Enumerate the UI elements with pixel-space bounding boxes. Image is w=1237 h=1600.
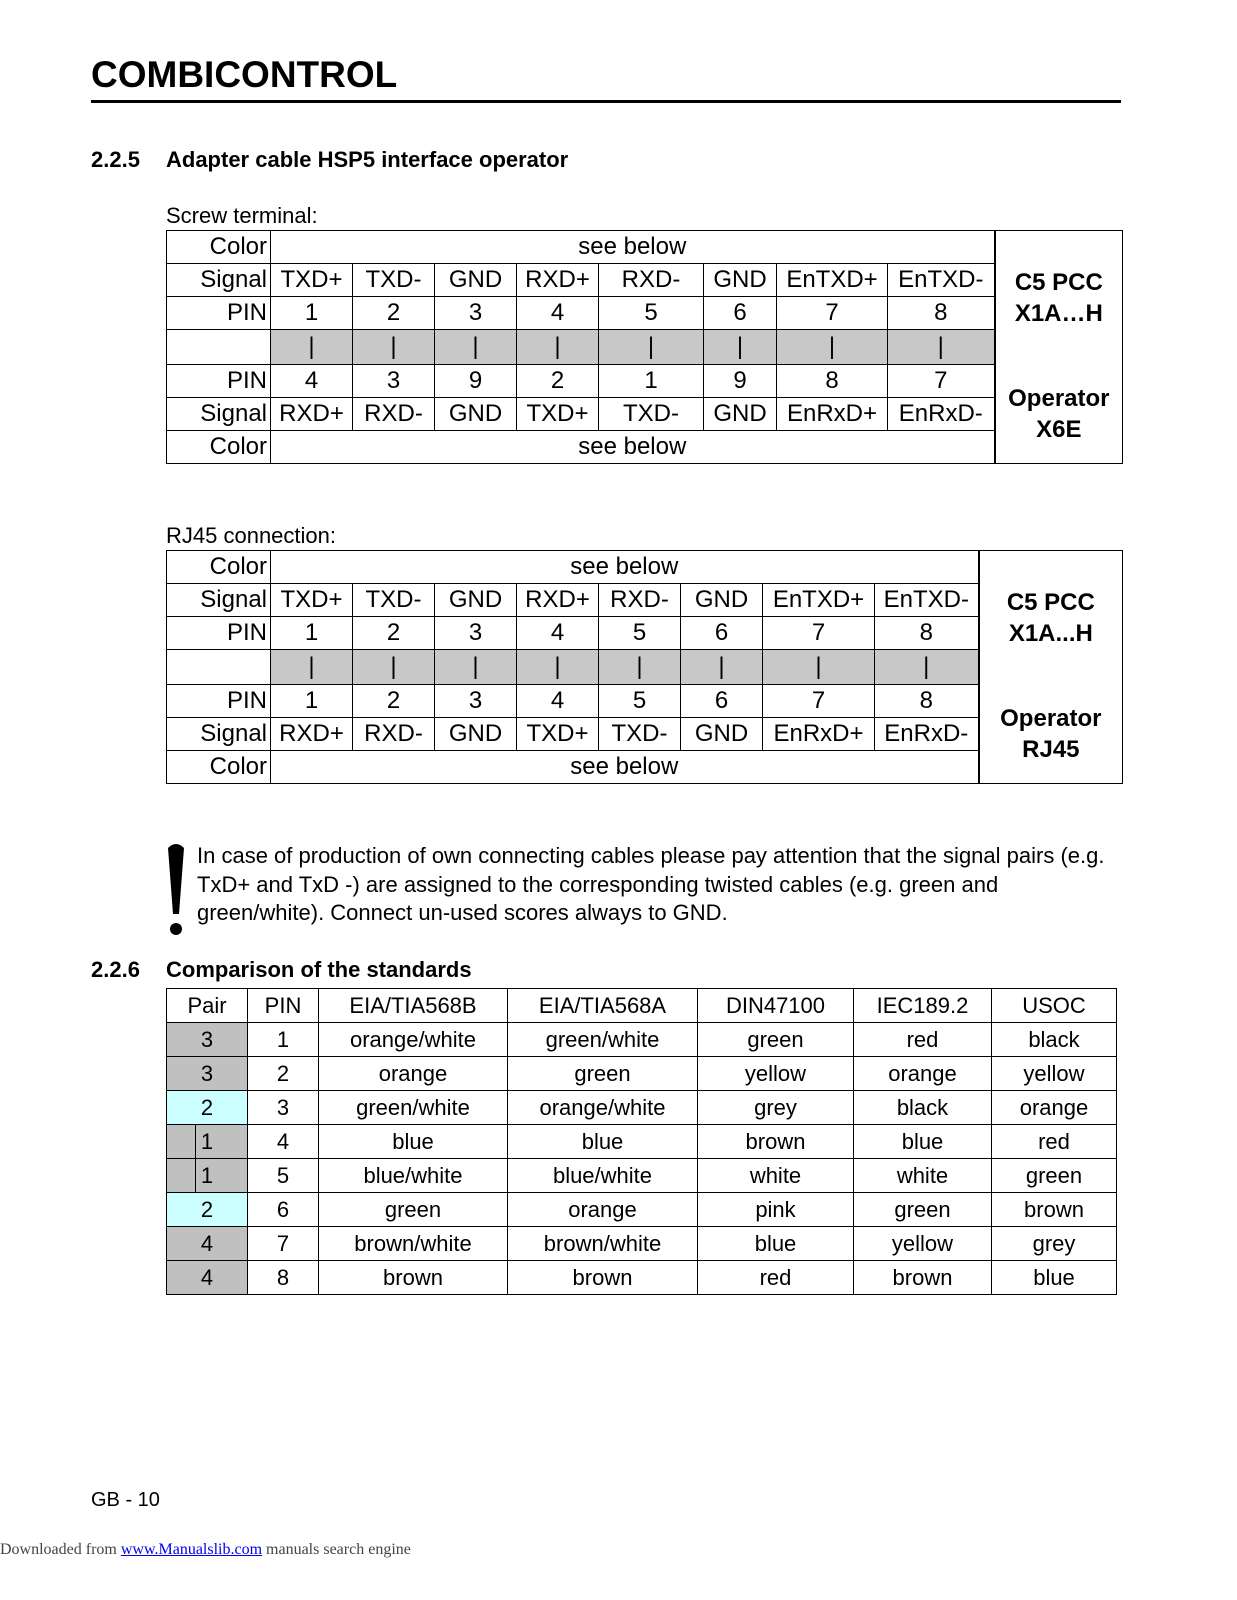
- pin-cell: 3: [435, 297, 517, 330]
- pin-cell: 2: [353, 617, 435, 650]
- color-cell: red: [854, 1023, 992, 1057]
- table-row: [167, 1227, 1117, 1261]
- column-header: PIN: [248, 989, 319, 1023]
- pair-cell: 1: [167, 1125, 248, 1159]
- pin-cell: 5: [599, 297, 704, 330]
- signal-cell: EnRxD+: [777, 398, 888, 431]
- pin-cell: 4: [271, 365, 353, 398]
- column-header: Pair: [167, 989, 248, 1023]
- column-header: USOC: [992, 989, 1117, 1023]
- section-number: 2.2.6: [91, 957, 140, 982]
- color-cell: red: [698, 1261, 854, 1295]
- side-label-operator: Operator RJ45: [979, 685, 1123, 784]
- connection-row: [167, 330, 1123, 365]
- pin-cell: 1: [271, 685, 353, 718]
- pin-cell: 8: [248, 1261, 319, 1295]
- wire-bar: |: [435, 650, 517, 685]
- wire-bar: |: [353, 650, 435, 685]
- manualslib-link[interactable]: www.Manualslib.com: [120, 1541, 263, 1558]
- color-cell: blue/white: [508, 1159, 698, 1193]
- section-heading-226: [91, 957, 472, 983]
- document-title: COMBICONTROL: [91, 54, 398, 95]
- pin-cell: 8: [888, 297, 995, 330]
- pin-cell: 2: [353, 685, 435, 718]
- pin-cell: 8: [875, 685, 979, 718]
- color-cell: white: [854, 1159, 992, 1193]
- color-row: [167, 431, 1123, 464]
- pin-cell: 2: [517, 365, 599, 398]
- signal-cell: EnRxD-: [875, 718, 979, 751]
- pin-cell: 6: [248, 1193, 319, 1227]
- exclamation-icon: [165, 842, 187, 938]
- pin-cell: 4: [248, 1125, 319, 1159]
- pin-row: [167, 297, 1123, 330]
- color-cell: grey: [992, 1227, 1117, 1261]
- pin-cell: 1: [271, 617, 353, 650]
- column-header: EIA/TIA568A: [508, 989, 698, 1023]
- page-number: GB - 10: [91, 1489, 160, 1511]
- pin-cell: 7: [763, 685, 875, 718]
- section-heading-225: [91, 147, 568, 173]
- color-cell: yellow: [698, 1057, 854, 1091]
- signal-cell: EnRxD-: [888, 398, 995, 431]
- signal-cell: GND: [435, 398, 517, 431]
- signal-cell: EnTXD+: [763, 584, 875, 617]
- pin-cell: 7: [888, 365, 995, 398]
- color-cell: green: [992, 1159, 1117, 1193]
- color-cell: black: [992, 1023, 1117, 1057]
- table-row: [167, 1023, 1117, 1057]
- table-row: [167, 1159, 1117, 1193]
- pin-cell: 7: [777, 297, 888, 330]
- signal-cell: TXD-: [353, 584, 435, 617]
- signal-cell: TXD-: [599, 718, 681, 751]
- wire-bar: |: [599, 650, 681, 685]
- color-cell: brown: [854, 1261, 992, 1295]
- screw-terminal-caption: Screw terminal:: [166, 203, 318, 228]
- pin-cell: 8: [777, 365, 888, 398]
- section-title: Adapter cable HSP5 interface operator: [166, 147, 569, 172]
- pin-cell: 1: [248, 1023, 319, 1057]
- row-label: PIN: [167, 297, 271, 330]
- row-label: PIN: [167, 685, 271, 718]
- color-cell: blue/white: [319, 1159, 508, 1193]
- pin-cell: 5: [599, 617, 681, 650]
- color-value: see below: [271, 551, 979, 584]
- pin-cell: 3: [435, 617, 517, 650]
- pair-cell: 4: [167, 1227, 248, 1261]
- signal-cell: GND: [435, 718, 517, 751]
- pair-cell: 4: [167, 1261, 248, 1295]
- pin-cell: 2: [248, 1057, 319, 1091]
- title-rule: [91, 100, 1121, 103]
- signal-cell: EnRxD+: [763, 718, 875, 751]
- side-label-operator: Operator X6E: [995, 365, 1123, 464]
- color-cell: orange: [854, 1057, 992, 1091]
- wire-bar: |: [681, 650, 763, 685]
- signal-cell: RXD-: [353, 718, 435, 751]
- pin-cell: 7: [763, 617, 875, 650]
- color-cell: white: [698, 1159, 854, 1193]
- row-label: Color: [167, 551, 271, 584]
- color-cell: orange/white: [319, 1023, 508, 1057]
- section-title: Comparison of the standards: [166, 957, 472, 982]
- wire-bar: |: [435, 330, 517, 365]
- table-row: [167, 1057, 1117, 1091]
- signal-cell: GND: [435, 264, 517, 297]
- row-label: Signal: [167, 718, 271, 751]
- signal-cell: RXD-: [353, 398, 435, 431]
- color-cell: brown/white: [319, 1227, 508, 1261]
- color-cell: green: [319, 1193, 508, 1227]
- pin-cell: 3: [248, 1091, 319, 1125]
- pin-cell: 1: [271, 297, 353, 330]
- table-row: [167, 1125, 1117, 1159]
- rj45-caption: RJ45 connection:: [166, 523, 336, 548]
- color-cell: green/white: [319, 1091, 508, 1125]
- color-cell: brown: [508, 1261, 698, 1295]
- color-cell: grey: [698, 1091, 854, 1125]
- signal-row: [167, 264, 1123, 297]
- signal-cell: EnTXD+: [777, 264, 888, 297]
- color-cell: green: [508, 1057, 698, 1091]
- pin-row: [167, 365, 1123, 398]
- table-row: [167, 1261, 1117, 1295]
- side-label-c5-pcc: C5 PCC X1A...H: [979, 551, 1123, 685]
- signal-cell: GND: [681, 584, 763, 617]
- pin-cell: 4: [517, 617, 599, 650]
- column-header: EIA/TIA568B: [319, 989, 508, 1023]
- signal-cell: GND: [435, 584, 517, 617]
- pin-cell: 5: [599, 685, 681, 718]
- pair-cell: 3: [167, 1057, 248, 1091]
- wire-bar: |: [704, 330, 777, 365]
- wire-bar: |: [599, 330, 704, 365]
- color-cell: orange: [508, 1193, 698, 1227]
- signal-cell: GND: [704, 398, 777, 431]
- signal-cell: RXD+: [271, 718, 353, 751]
- signal-cell: RXD+: [517, 264, 599, 297]
- color-cell: brown/white: [508, 1227, 698, 1261]
- color-cell: orange/white: [508, 1091, 698, 1125]
- section-number: 2.2.5: [91, 147, 140, 172]
- warning-note: In case of production of own connecting cables please pay attention that the signal pairs (e.g. TxD+ and TxD -) are assigned to the corresponding twisted cables (e.g. green and green/white). Connect un-used scores always to GND.: [197, 843, 1105, 925]
- color-cell: blue: [319, 1125, 508, 1159]
- pin-cell: 6: [704, 297, 777, 330]
- signal-cell: TXD-: [353, 264, 435, 297]
- empty-label: [167, 330, 271, 365]
- color-cell: green: [698, 1023, 854, 1057]
- color-cell: blue: [992, 1261, 1117, 1295]
- pin-cell: 4: [517, 297, 599, 330]
- color-cell: black: [854, 1091, 992, 1125]
- color-cell: blue: [854, 1125, 992, 1159]
- color-cell: blue: [508, 1125, 698, 1159]
- color-cell: orange: [992, 1091, 1117, 1125]
- row-label: Color: [167, 431, 271, 464]
- wire-bar: |: [517, 330, 599, 365]
- table-row: [167, 1193, 1117, 1227]
- empty-label: [167, 650, 271, 685]
- wire-bar: |: [353, 330, 435, 365]
- row-label: Color: [167, 231, 271, 264]
- color-row: [167, 231, 1123, 264]
- signal-cell: RXD-: [599, 584, 681, 617]
- color-cell: green/white: [508, 1023, 698, 1057]
- color-cell: brown: [698, 1125, 854, 1159]
- signal-cell: TXD+: [271, 584, 353, 617]
- row-label: PIN: [167, 365, 271, 398]
- column-header: IEC189.2: [854, 989, 992, 1023]
- signal-cell: TXD+: [271, 264, 353, 297]
- pin-cell: 3: [435, 685, 517, 718]
- pin-cell: 1: [599, 365, 704, 398]
- pair-cell: 3: [167, 1023, 248, 1057]
- pair-cell: 1: [167, 1159, 248, 1193]
- signal-cell: TXD-: [599, 398, 704, 431]
- row-label: PIN: [167, 617, 271, 650]
- wire-bar: |: [517, 650, 599, 685]
- header-row: [167, 989, 1117, 1023]
- wire-bar: |: [777, 330, 888, 365]
- standards-comparison-table: [166, 988, 1117, 1295]
- signal-cell: RXD-: [599, 264, 704, 297]
- signal-cell: EnTXD-: [875, 584, 979, 617]
- column-header: DIN47100: [698, 989, 854, 1023]
- signal-cell: RXD+: [517, 584, 599, 617]
- table-row: [167, 1091, 1117, 1125]
- pin-cell: 6: [681, 685, 763, 718]
- signal-cell: GND: [704, 264, 777, 297]
- color-cell: blue: [698, 1227, 854, 1261]
- signal-row: [167, 398, 1123, 431]
- color-value: see below: [271, 751, 979, 784]
- pin-cell: 5: [248, 1159, 319, 1193]
- color-cell: pink: [698, 1193, 854, 1227]
- download-note: Downloaded from www.Manualslib.com manuals search engine: [0, 1541, 411, 1558]
- row-label: Signal: [167, 584, 271, 617]
- pin-row: [167, 685, 1123, 718]
- signal-cell: TXD+: [517, 718, 599, 751]
- wire-bar: |: [271, 650, 353, 685]
- rj45-table: [166, 550, 1123, 784]
- pin-cell: 6: [681, 617, 763, 650]
- signal-cell: TXD+: [517, 398, 599, 431]
- side-label-c5-pcc: C5 PCC X1A…H: [995, 231, 1123, 365]
- pin-cell: 9: [704, 365, 777, 398]
- pin-cell: 7: [248, 1227, 319, 1261]
- pair-bracket: [195, 1125, 196, 1158]
- color-cell: brown: [319, 1261, 508, 1295]
- color-cell: orange: [319, 1057, 508, 1091]
- row-label: Signal: [167, 264, 271, 297]
- wire-bar: |: [888, 330, 995, 365]
- pin-cell: 2: [353, 297, 435, 330]
- pair-bracket: [195, 1159, 196, 1192]
- wire-bar: |: [271, 330, 353, 365]
- pin-cell: 8: [875, 617, 979, 650]
- color-value: see below: [271, 431, 995, 464]
- wire-bar: |: [875, 650, 979, 685]
- color-cell: brown: [992, 1193, 1117, 1227]
- pin-cell: 3: [353, 365, 435, 398]
- row-label: Signal: [167, 398, 271, 431]
- color-cell: yellow: [854, 1227, 992, 1261]
- row-label: Color: [167, 751, 271, 784]
- wire-bar: |: [763, 650, 875, 685]
- signal-cell: EnTXD-: [888, 264, 995, 297]
- color-value: see below: [271, 231, 995, 264]
- pair-cell: 2: [167, 1091, 248, 1125]
- comparison-body: [167, 1023, 1117, 1295]
- signal-cell: GND: [681, 718, 763, 751]
- color-cell: yellow: [992, 1057, 1117, 1091]
- pin-cell: 4: [517, 685, 599, 718]
- pair-cell: 2: [167, 1193, 248, 1227]
- pin-cell: 9: [435, 365, 517, 398]
- color-row: [167, 551, 1123, 584]
- signal-cell: RXD+: [271, 398, 353, 431]
- screw-terminal-table: [166, 230, 1123, 464]
- color-cell: red: [992, 1125, 1117, 1159]
- color-cell: green: [854, 1193, 992, 1227]
